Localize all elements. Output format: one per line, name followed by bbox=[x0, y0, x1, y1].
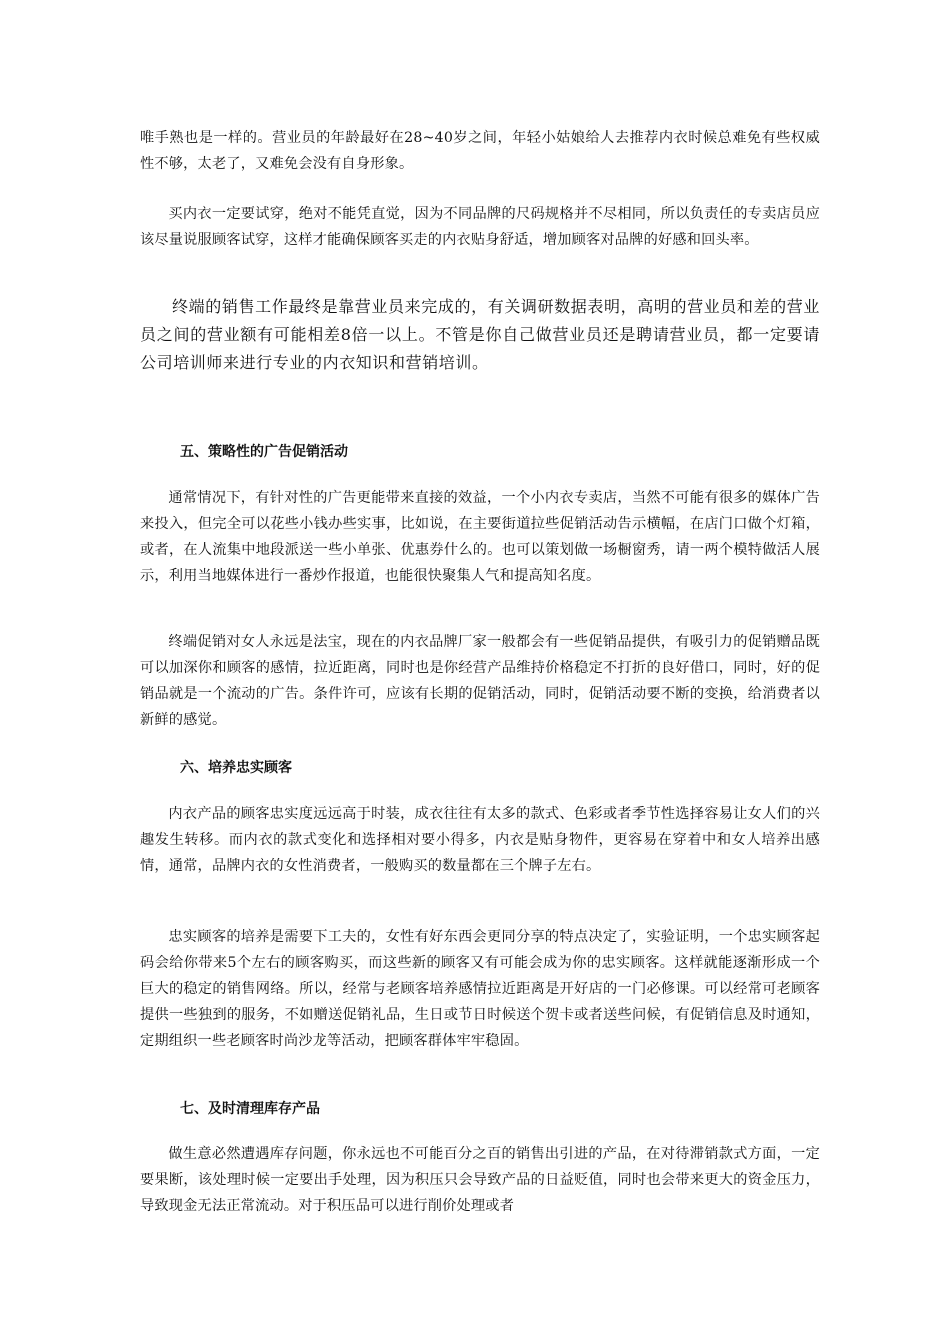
paragraph-customer-loyalty: 内衣产品的顾客忠实度远远高于时装，成衣往往有太多的款式、色彩或者季节性选择容易让女人们的兴趣发生转移。而内衣的款式变化和选择相对要小得多，内衣是贴身物件，更容易在穿着中和女人培养出感情，通常，品牌内衣的女性消费者，一般购买的数量都在三个牌子左右。 bbox=[140, 806, 820, 874]
paragraph-inventory: 做生意必然遭遇库存问题，你永远也不可能百分之百的销售出引进的产品，在对待滞销款式方面，一定要果断，该处理时候一定要出手处理，因为积压只会导致产品的日益贬值，同时也会带来更大的资金压力，导致现金无法正常流动。对于积压品可以进行削价处理或者 bbox=[140, 1146, 820, 1214]
paragraph-advertising: 通常情况下，有针对性的广告更能带来直接的效益，一个小内衣专卖店，当然不可能有很多的媒体广告来投入，但完全可以花些小钱办些实事，比如说，在主要街道拉些促销活动告示横幅，在店门口做个灯箱，或者，在人流集中地段派送一些小单张、优惠券什么的。也可以策划做一场橱窗秀，请一两个模特做活人展示，利用当地媒体进行一番炒作报道，也能很快聚集人气和提高知名度。 bbox=[140, 490, 820, 584]
paragraph-try-on: 买内衣一定要试穿，绝对不能凭直觉，因为不同品牌的尺码规格并不尽相同，所以负责任的专卖店员应该尽量说服顾客试穿，这样才能确保顾客买走的内衣贴身舒适，增加顾客对品牌的好感和回头率。 bbox=[140, 206, 820, 248]
paragraph-sales-training: 终端的销售工作最终是靠营业员来完成的，有关调研数据表明，高明的营业员和差的营业员之间的营业额有可能相差8倍一以上。不管是你自己做营业员还是聘请营业员，都一定要请公司培训师来进行专业的内衣知识和营销培训。 bbox=[140, 297, 820, 372]
paragraph-loyal-customer-cultivation: 忠实顾客的培养是需要下工夫的，女性有好东西会更同分享的特点决定了，实验证明，一个忠实顾客起码会给你带来5个左右的顾客购买，而这些新的顾客又有可能会成为你的忠实顾客。这样就能逐渐形成一个巨大的稳定的销售网络。所以，经常与老顾客培养感情拉近距离是开好店的一门必修课。可以经常可老顾客提供一些独到的服务，不如赠送促销礼品，生日或节日时候送个贺卡或者送些问候，有促销信息及时通知，定期组织一些老顾客时尚沙龙等活动，把顾客群体牢牢稳固。 bbox=[140, 929, 820, 1049]
heading-section-6: 六、培养忠实顾客 bbox=[180, 760, 292, 776]
heading-section-5: 五、策略性的广告促销活动 bbox=[180, 444, 348, 460]
heading-section-7: 七、及时清理库存产品 bbox=[180, 1101, 320, 1117]
paragraph-salesperson-age: 唯手熟也是一样的。营业员的年龄最好在28~40岁之间，年轻小姑娘给人去推荐内衣时候总难免有些权威性不够，太老了，又难免会没有自身形象。 bbox=[140, 130, 820, 172]
paragraph-promotion: 终端促销对女人永远是法宝，现在的内衣品牌厂家一般都会有一些促销品提供，有吸引力的促销赠品既可以加深你和顾客的感情，拉近距离，同时也是你经营产品维持价格稳定不打折的良好借口，同时，好的促销品就是一个流动的广告。条件许可，应该有长期的促销活动，同时，促销活动要不断的变换，给消费者以新鲜的感觉。 bbox=[140, 634, 820, 728]
